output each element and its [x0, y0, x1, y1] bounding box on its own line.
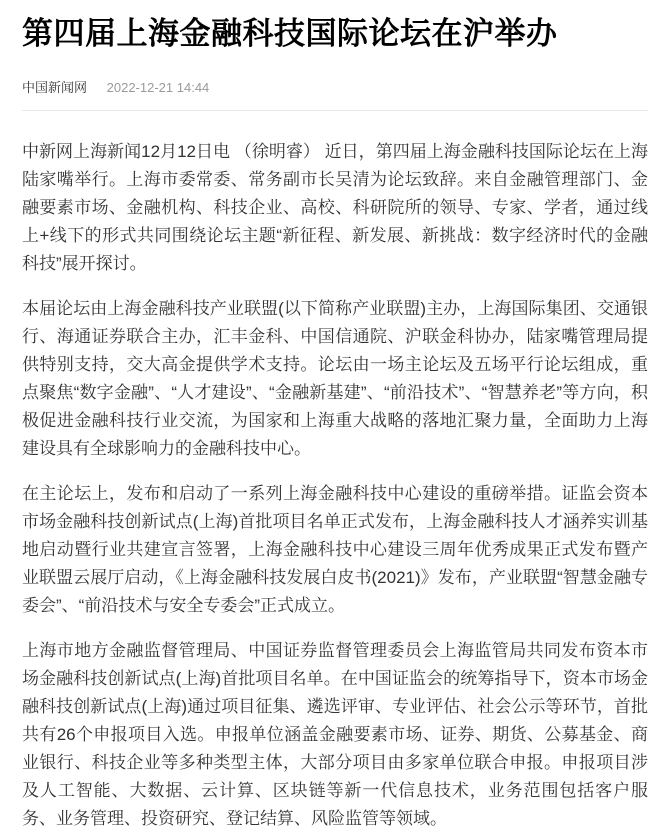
article-source: 中国新闻网: [22, 80, 88, 95]
article-paragraph-1: 中新网上海新闻12月12日电 （徐明睿） 近日，第四届上海金融科技国际论坛在上海陆家嘴举行。上海市委常委、常务副市长吴清为论坛致辞。来自金融管理部门、金融要素市场、金融机构、科技企业、高校、科研院所的领导、专家、学者，通过线上+线下的形式共同围绕论坛主题“新征程、新发展、新挑战：数字经济时代的金融科技”展开探讨。: [22, 142, 648, 273]
article-publish-time: 2022-12-21 14:44: [106, 80, 210, 95]
article-paragraph-4: 上海市地方金融监督管理局、中国证券监督管理委员会上海监管局共同发布资本市场金融科技创新试点(上海)首批项目名单。在中国证监会的统筹指导下，资本市场金融科技创新试点(上海)通过项目征集、遴选评审、专业评估、社会公示等环节，首批共有26个申报项目入选。申报单位涵盖金融要素市场、证券、期货、公募基金、商业银行、科技企业等多种类型主体，大部分项目由多家单位联合申报。申报项目涉及人工智能、大数据、云计算、区块链等新一代信息技术，业务范围包括客户服务、业务管理、投资研究、登记结算、风险监管等领域。: [22, 641, 648, 828]
article-paragraph-2: 本届论坛由上海金融科技产业联盟(以下简称产业联盟)主办，上海国际集团、交通银行、海通证券联合主办，汇丰金科、中国信通院、沪联金科协办，陆家嘴管理局提供特别支持，交大高金提供学术支持。论坛由一场主论坛及五场平行论坛组成，重点聚焦“数字金融”、“人才建设”、“金融新基建”、“前沿技术”、“智慧养老”等方向，积极促进金融科技行业交流，为国家和上海重大战略的落地汇聚力量，全面助力上海建设具有全球影响力的金融科技中心。: [22, 299, 648, 458]
article-title: 第四届上海金融科技国际论坛在沪举办: [22, 16, 558, 51]
article-paragraph-3: 在主论坛上，发布和启动了一系列上海金融科技中心建设的重磅举措。证监会资本市场金融科技创新试点(上海)首批项目名单正式发布，上海金融科技人才涵养实训基地启动暨行业共建宣言签署，上海金融科技中心建设三周年优秀成果正式发布暨产业联盟云展厅启动，《上海金融科技发展白皮书(2021)》发布，产业联盟“智慧金融专委会”、“前沿技术与安全专委会”正式成立。: [22, 484, 648, 615]
article-meta: [22, 80, 648, 95]
header-divider: [22, 110, 648, 111]
